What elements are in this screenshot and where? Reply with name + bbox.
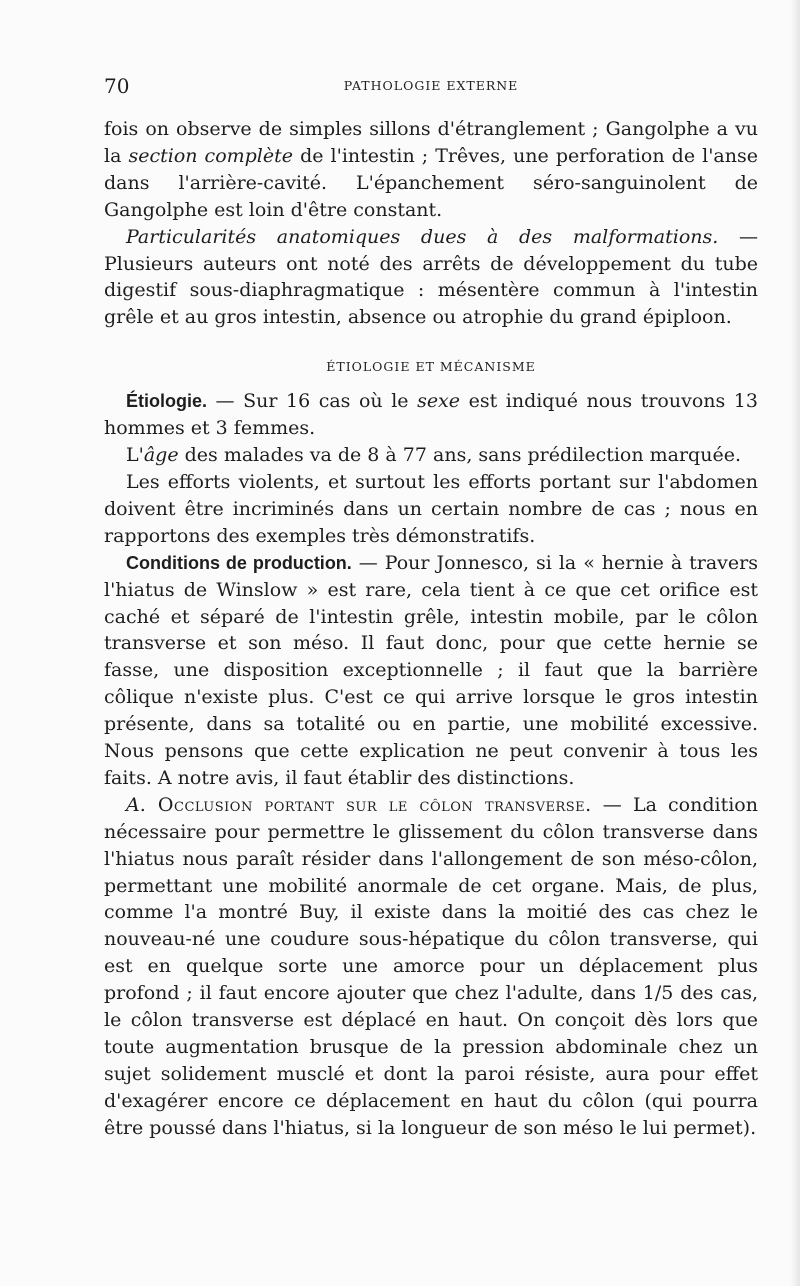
running-title: PATHOLOGIE EXTERNE xyxy=(343,78,519,93)
small-caps-heading: . Occlusion portant sur le côlon transverse. xyxy=(139,793,592,816)
paragraph-4: L'âge des malades va de 8 à 77 ans, sans prédilection marquée. xyxy=(126,444,741,467)
page-body xyxy=(104,116,758,1142)
paragraph-1: fois on observe de simples sillons d'étranglement ; Gangolphe a vu la section complète de l'intestin ; Trêves, une perforation de l'anse dans l'arrière-cavité. L'épanchement séro-sanguinolent de Gangolphe est loin d'être constant. xyxy=(104,118,758,221)
emphasis: sexe xyxy=(417,390,461,413)
section-title: ÉTIOLOGIE ET MÉCANISME xyxy=(326,359,536,375)
emphasis: âge xyxy=(143,444,179,467)
paragraph-7: A. Occlusion portant sur le côlon transverse. — La condition nécessaire pour permettre le glissement du côlon transverse dans l'hiatus nous paraît résider dans l'allongement de son méso-côlon, permettant une mobilité anormale de cet organe. Mais, de plus, comme l'a montré Buy, il existe dans la moitié des cas chez le nouveau-né une coudure sous-hépatique du côlon transverse, qui est en quelque sorte une amorce pour un déplacement plus profond ; il faut encore ajouter que chez l'adulte, dans 1/5 des cas, le côlon transverse est déplacé en haut. On conçoit dès lors que toute augmentation brusque de la pression abdominale chez un sujet solidement musclé et dont la paroi résiste, aura pour effet d'exagérer encore ce déplacement en haut du côlon (qui pourra être poussé dans l'hiatus, si la longueur de son méso le lui permet). xyxy=(104,793,758,1139)
emphasis: A xyxy=(126,793,140,816)
paragraph-3: Étiologie. — Sur 16 cas où le sexe est indiqué nous trouvons 13 hommes et 3 femmes. xyxy=(104,390,758,440)
emphasis: section complète xyxy=(128,144,294,167)
paragraph-6: Conditions de production. — Pour Jonnesco, si la « hernie à travers l'hiatus de Winslow » est rare, cela tient à ce que cet orifice est caché et séparé de l'intestin grêle, intestin mobile, par le côlon transverse et son méso. Il faut donc, pour que cette hernie se fasse, une disposition exceptionnelle ; il faut que la barrière côlique n'existe plus. C'est ce qui arrive lorsque le gros intestin présente, dans sa totalité ou en partie, une mobilité excessive. Nous pensons que cette explication ne peut convenir à tous les faits. A notre avis, il faut établir des distinctions. xyxy=(104,551,758,789)
page-number: 70 xyxy=(104,74,130,98)
paragraph-2: Particularités anatomiques dues à des malformations. — Plusieurs auteurs ont noté des arrêts de développement du tube digestif sous-diaphragmatique : mésentère commun à l'intestin grêle et au gros intestin, absence ou atrophie du grand épiploon. xyxy=(104,225,759,329)
paragraph-heading: Étiologie. xyxy=(126,391,207,412)
paragraph-5: Les efforts violents, et surtout les efforts portant sur l'abdomen doivent être incriminés dans un certain nombre de cas ; nous en rapportons des exemples très démonstratifs. xyxy=(104,470,758,547)
page-header xyxy=(104,74,758,102)
page-edge-shadow xyxy=(790,0,800,1286)
subheading-italic: Particularités anatomiques dues à des malformations. xyxy=(126,225,719,248)
paragraph-heading: Conditions de production. xyxy=(126,552,352,573)
